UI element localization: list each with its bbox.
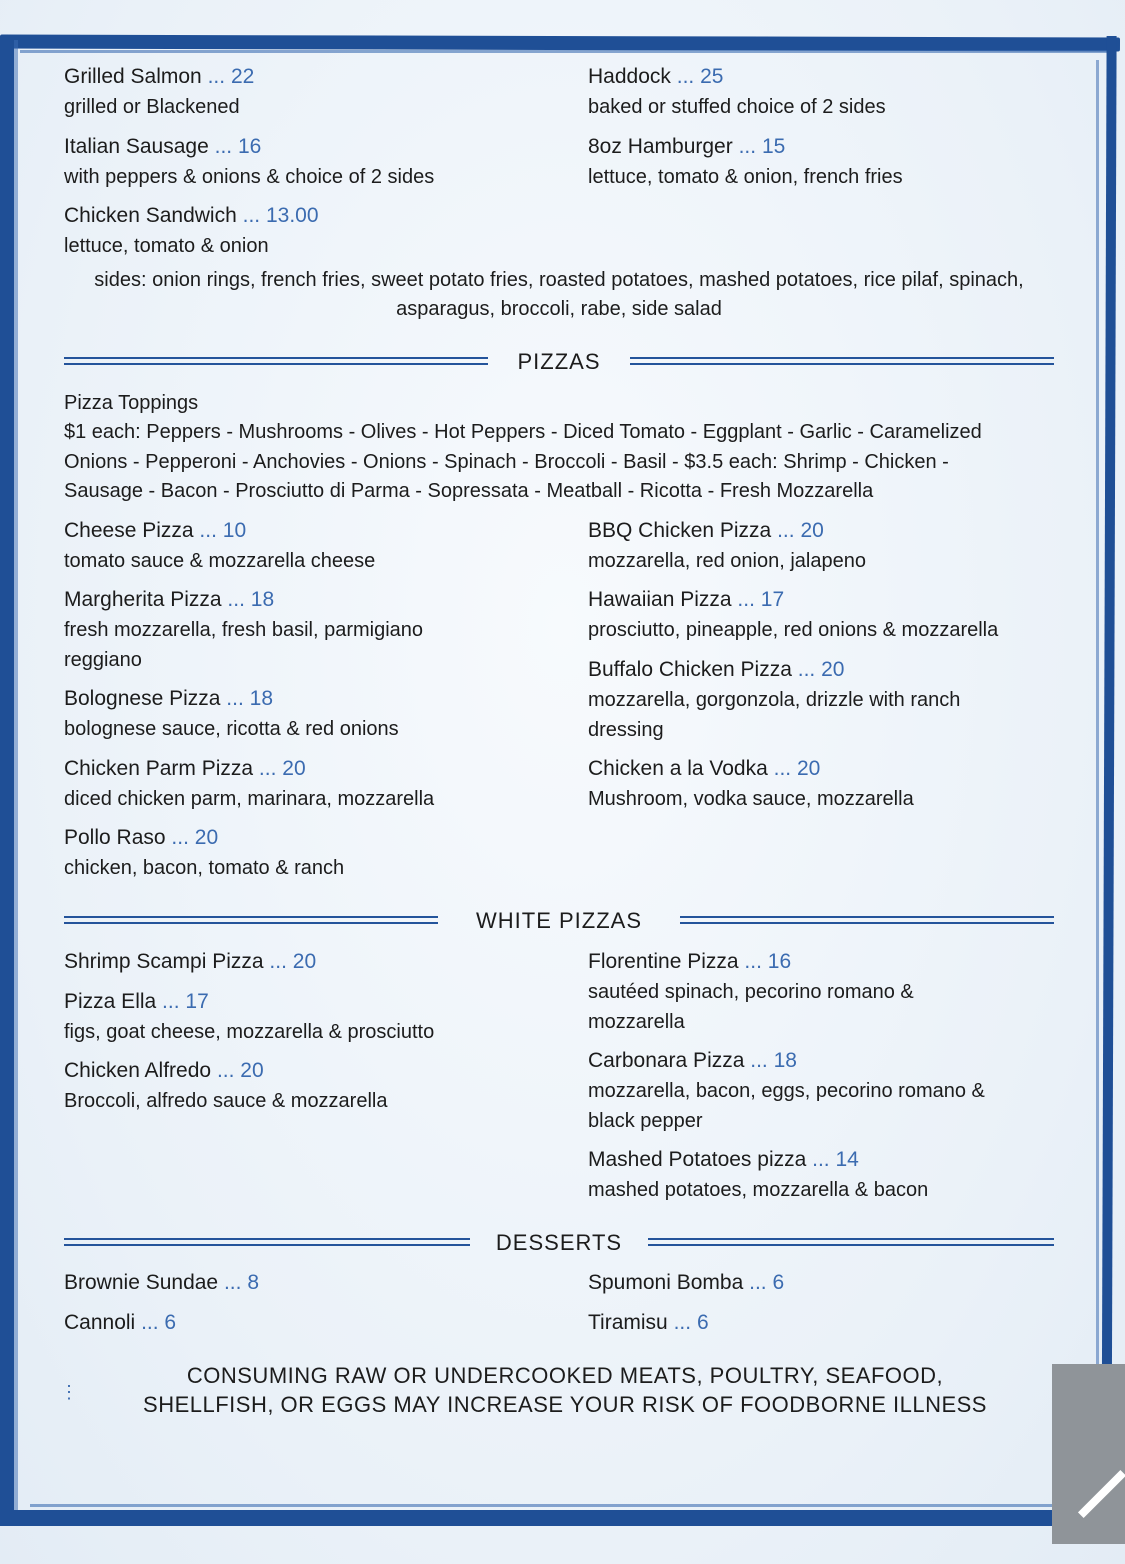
item-description: bolognese sauce, ricotta & red onions xyxy=(64,718,399,740)
pencil-icon xyxy=(1078,1470,1125,1518)
toppings-title: Pizza Toppings xyxy=(64,392,199,414)
item-dots: ... xyxy=(777,519,795,542)
frame-border-left xyxy=(0,36,14,1526)
section-header-desserts xyxy=(64,1228,1054,1258)
item-description: with peppers & onions & choice of 2 sides xyxy=(64,166,435,188)
item-description: fresh mozzarella, fresh basil, parmigiano reggiano xyxy=(64,619,424,671)
item-dots: ... xyxy=(216,1059,235,1082)
item-dots: ... xyxy=(749,1271,767,1294)
item-price: 13.00 xyxy=(265,204,319,227)
item-name: 8oz Hamburger xyxy=(588,135,733,158)
menu-item xyxy=(588,1268,784,1298)
item-name: Mashed Potatoes pizza xyxy=(588,1148,807,1171)
item-price: 20 xyxy=(240,1059,264,1082)
item-price: 16 xyxy=(237,135,262,158)
menu-item xyxy=(64,823,484,883)
item-dots: ... xyxy=(242,204,261,227)
section-rule xyxy=(64,916,438,926)
item-price: 8 xyxy=(247,1271,259,1294)
item-description: lettuce, tomato & onion xyxy=(64,235,269,257)
item-description: diced chicken parm, marinara, mozzarella xyxy=(64,788,435,810)
item-dots: ... xyxy=(141,1311,159,1334)
frame-border-bottom xyxy=(0,1510,1120,1526)
section-rule xyxy=(64,357,488,367)
edit-overlay-button[interactable] xyxy=(1052,1364,1125,1544)
toppings-line: Sausage - Bacon - Prosciutto di Parma - Sopressata - Meatball - Ricotta - Fresh Mozzarella xyxy=(64,480,874,502)
item-price: 20 xyxy=(194,826,219,849)
menu-item xyxy=(64,987,524,1047)
item-price: 20 xyxy=(797,757,821,780)
ellipsis-icon: ⋮ xyxy=(60,1382,78,1402)
item-description: mozzarella, gorgonzola, drizzle with ranch dressing xyxy=(588,689,961,741)
toppings-line: Onions - Pepperoni - Anchovies - Onions - Spinach - Broccoli - Basil - $3.5 each: Shrimp - Chicken - xyxy=(64,451,949,473)
item-description: mashed potatoes, mozzarella & bacon xyxy=(588,1179,929,1201)
item-dots: ... xyxy=(797,658,816,681)
menu-item xyxy=(64,1308,176,1338)
item-description: grilled or Blackened xyxy=(64,96,240,118)
item-price: 20 xyxy=(292,950,317,973)
item-price: 20 xyxy=(821,658,845,681)
item-name: Chicken Sandwich xyxy=(64,204,237,227)
item-name: Chicken a la Vodka xyxy=(588,757,768,780)
menu-item xyxy=(64,947,524,977)
menu-item xyxy=(64,62,564,122)
section-rule xyxy=(64,1238,470,1248)
item-price: 18 xyxy=(773,1049,797,1072)
item-name: Pizza Ella xyxy=(64,990,157,1013)
menu-item xyxy=(64,132,584,192)
item-price: 20 xyxy=(800,519,824,542)
item-name: Carbonara Pizza xyxy=(588,1049,745,1072)
health-warning-line: SHELLFISH, OR EGGS MAY INCREASE YOUR RISK OF FOODBORNE ILLNESS xyxy=(143,1392,987,1417)
menu-item xyxy=(588,754,1058,814)
item-name: Spumoni Bomba xyxy=(588,1271,744,1294)
item-name: Italian Sausage xyxy=(64,135,209,158)
item-price: 17 xyxy=(760,588,785,611)
section-title: PIZZAS xyxy=(517,349,601,374)
item-price: 25 xyxy=(700,65,724,88)
item-name: Chicken Alfredo xyxy=(64,1059,212,1082)
menu-item xyxy=(588,62,1068,122)
item-name: Cannoli xyxy=(64,1311,136,1334)
menu-item xyxy=(588,655,1008,745)
menu-item xyxy=(64,1056,524,1116)
item-dots: ... xyxy=(207,65,226,88)
menu-item xyxy=(588,132,1068,192)
menu-item xyxy=(64,754,524,814)
item-description: Mushroom, vodka sauce, mozzarella xyxy=(588,788,914,810)
item-dots: ... xyxy=(214,135,233,158)
section-header-white-pizzas xyxy=(64,906,1054,936)
item-price: 18 xyxy=(250,588,275,611)
item-name: Brownie Sundae xyxy=(64,1271,219,1294)
item-price: 6 xyxy=(696,1311,709,1334)
frame-border-left-inner xyxy=(14,40,18,1520)
section-rule xyxy=(648,1238,1054,1248)
item-price: 6 xyxy=(164,1311,177,1334)
item-dots: ... xyxy=(223,1271,242,1294)
item-description: Broccoli, alfredo sauce & mozzarella xyxy=(64,1090,388,1112)
item-description: mozzarella, red onion, jalapeno xyxy=(588,550,866,572)
item-dots: ... xyxy=(744,950,762,973)
menu-item xyxy=(64,516,484,576)
item-dots: ... xyxy=(750,1049,768,1072)
menu-item xyxy=(588,516,1058,576)
menu-item xyxy=(64,684,484,744)
item-name: Pollo Raso xyxy=(64,826,166,849)
item-name: Buffalo Chicken Pizza xyxy=(588,658,792,681)
sides-line: asparagus, broccoli, rabe, side salad xyxy=(396,298,722,320)
item-name: Florentine Pizza xyxy=(588,950,739,973)
item-name: Grilled Salmon xyxy=(64,65,202,88)
toppings-line: $1 each: Peppers - Mushrooms - Olives - Hot Peppers - Diced Tomato - Eggplant - Garlic - Caramelized xyxy=(64,421,982,443)
item-dots: ... xyxy=(773,757,792,780)
item-description: lettuce, tomato & onion, french fries xyxy=(588,166,903,188)
menu-item xyxy=(64,1268,259,1298)
item-price: 20 xyxy=(282,757,306,780)
menu-item xyxy=(588,947,948,1037)
item-name: Chicken Parm Pizza xyxy=(64,757,254,780)
item-name: BBQ Chicken Pizza xyxy=(588,519,772,542)
item-dots: ... xyxy=(738,135,757,158)
item-price: 15 xyxy=(761,135,786,158)
item-dots: ... xyxy=(171,826,189,849)
section-rule xyxy=(680,916,1054,926)
menu-item xyxy=(64,585,484,675)
menu-item xyxy=(64,201,564,261)
item-description: prosciutto, pineapple, red onions & mozzarella xyxy=(588,619,999,641)
item-price: 22 xyxy=(230,65,255,88)
item-description: baked or stuffed choice of 2 sides xyxy=(588,96,886,118)
item-price: 14 xyxy=(835,1148,859,1171)
frame-border-right xyxy=(1101,36,1116,1526)
item-description: sautéed spinach, pecorino romano & mozzarella xyxy=(588,981,914,1033)
item-dots: ... xyxy=(676,65,695,88)
item-dots: ... xyxy=(269,950,287,973)
health-warning-line: CONSUMING RAW OR UNDERCOOKED MEATS, POULTRY, SEAFOOD, xyxy=(186,1363,944,1388)
menu-item xyxy=(588,1046,1028,1136)
item-dots: ... xyxy=(812,1148,830,1171)
frame-border-bottom-inner xyxy=(30,1504,1090,1507)
frame-border-top-inner xyxy=(20,50,1110,53)
item-price: 18 xyxy=(249,687,273,710)
item-price: 16 xyxy=(767,950,792,973)
item-price: 6 xyxy=(772,1271,785,1294)
menu-item xyxy=(588,1308,709,1338)
item-name: Shrimp Scampi Pizza xyxy=(64,950,264,973)
item-dots: ... xyxy=(258,757,277,780)
section-title: DESSERTS xyxy=(495,1230,623,1255)
item-name: Cheese Pizza xyxy=(64,519,194,542)
sides-line: sides: onion rings, french fries, sweet potato fries, roasted potatoes, mashed potatoes, rice pilaf, spinach, xyxy=(94,269,1024,291)
item-price: 10 xyxy=(222,519,247,542)
item-description: tomato sauce & mozzarella cheese xyxy=(64,550,376,572)
item-dots: ... xyxy=(162,990,180,1013)
item-name: Margherita Pizza xyxy=(64,588,222,611)
item-dots: ... xyxy=(226,687,244,710)
section-header-pizzas xyxy=(64,347,1054,377)
item-dots: ... xyxy=(673,1311,692,1334)
item-description: figs, goat cheese, mozzarella & prosciutto xyxy=(64,1021,435,1043)
menu-item xyxy=(588,1145,1048,1205)
section-title: WHITE PIZZAS xyxy=(476,908,642,933)
item-name: Hawaiian Pizza xyxy=(588,588,732,611)
item-dots: ... xyxy=(227,588,245,611)
item-name: Bolognese Pizza xyxy=(64,687,221,710)
frame-border-top xyxy=(0,35,1120,52)
item-description: mozzarella, bacon, eggs, pecorino romano & black pepper xyxy=(588,1080,985,1132)
item-name: Haddock xyxy=(588,65,671,88)
item-price: 17 xyxy=(185,990,209,1013)
section-rule xyxy=(630,357,1054,367)
item-name: Tiramisu xyxy=(588,1311,668,1334)
item-dots: ... xyxy=(737,588,755,611)
item-description: chicken, bacon, tomato & ranch xyxy=(64,857,345,879)
item-dots: ... xyxy=(199,519,217,542)
menu-item xyxy=(588,585,1058,645)
